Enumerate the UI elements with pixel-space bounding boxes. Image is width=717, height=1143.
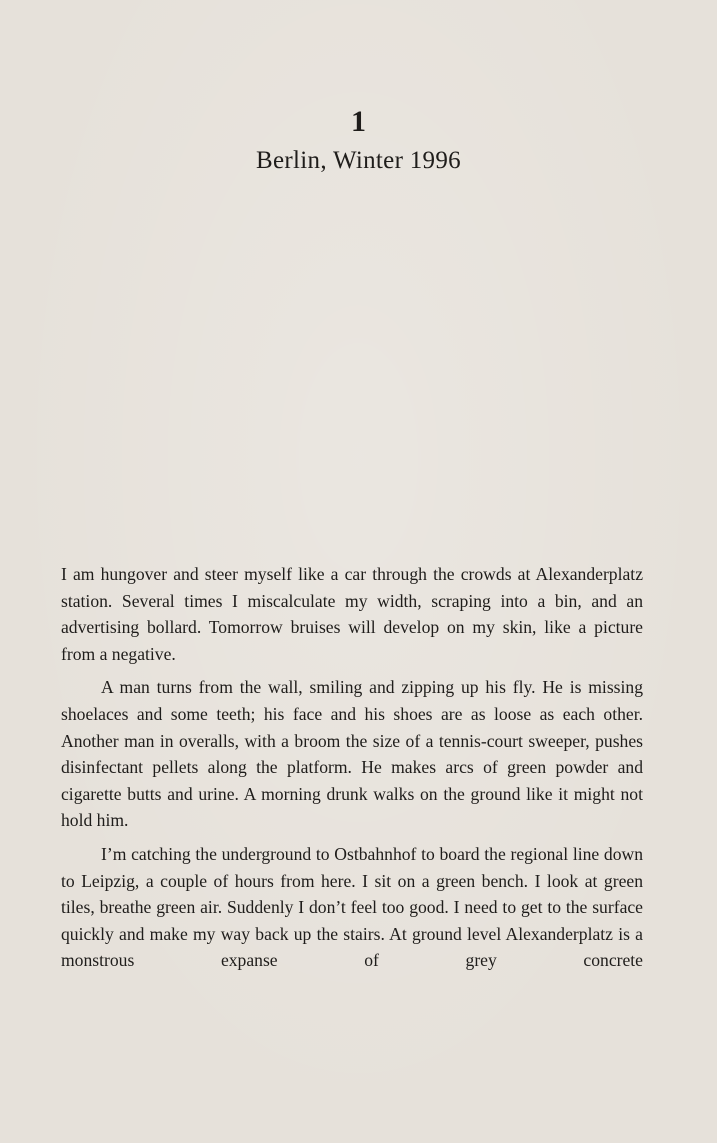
paragraph-2: A man turns from the wall, smiling and zipping up his fly. He is missing shoelaces and some teeth; his face and his shoes are as loose as each other. Another man in overalls, with a broom the size of a tennis-court sweeper, pushes disinfectant pellets along the platform. He makes arcs of green powder and cigarette butts and urine. A morning drunk walks on the ground like it might not hold him.	[61, 677, 643, 831]
chapter-title: Berlin, Winter 1996	[256, 147, 461, 174]
chapter-body	[61, 561, 643, 981]
paragraph-1: I am hungover and steer myself like a car through the crowds at Alexanderplatz station. Several times I miscalculate my width, scraping into a bin, and an advertising bollard. Tomorrow bruises will develop on my skin, like a picture from a negative.	[61, 564, 643, 664]
paragraph-3: I’m catching the underground to Ostbahnhof to board the regional line down to Leipzig, a couple of hours from here. I sit on a green bench. I look at green tiles, breathe green air. Suddenly I don’t feel too good. I need to get to the surface quickly and make my way back up the stairs. At ground level Alexanderplatz is a monstrous expanse of grey concrete	[61, 843, 643, 971]
chapter-number: 1	[351, 105, 366, 138]
